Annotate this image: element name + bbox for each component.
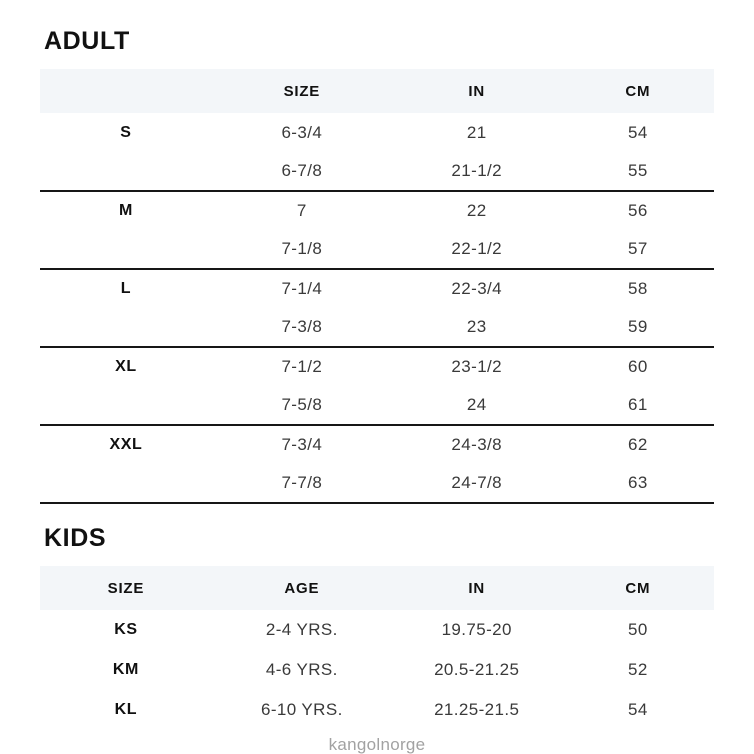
table-row bbox=[40, 308, 714, 347]
value-cell: 7 bbox=[296, 201, 307, 220]
value-cell: 19.75-20 bbox=[441, 620, 512, 639]
column-header-size: SIZE bbox=[40, 566, 212, 610]
table-row bbox=[40, 690, 714, 730]
value-cell: 56 bbox=[627, 201, 648, 220]
table-row bbox=[40, 464, 714, 503]
table-row bbox=[40, 650, 714, 690]
adult-section-title: ADULT bbox=[44, 27, 130, 55]
value-cell: 7-5/8 bbox=[212, 386, 392, 425]
table-row bbox=[40, 230, 714, 269]
value-cell: 60 bbox=[627, 357, 648, 376]
table-row bbox=[40, 152, 714, 191]
value-cell: 6-7/8 bbox=[212, 152, 392, 191]
table-row bbox=[40, 191, 714, 230]
header-row bbox=[40, 69, 714, 113]
value-cell: 24-7/8 bbox=[392, 464, 562, 503]
value-cell: 52 bbox=[627, 660, 648, 679]
value-cell: 6-10 YRS. bbox=[260, 700, 343, 719]
table-row bbox=[40, 610, 714, 650]
value-cell: 22 bbox=[466, 201, 487, 220]
value-cell: 59 bbox=[562, 308, 714, 347]
value-cell: 21 bbox=[466, 122, 487, 142]
table-row bbox=[40, 386, 714, 425]
value-cell: 57 bbox=[562, 230, 714, 269]
column-header-cm: CM bbox=[562, 69, 714, 113]
table-row bbox=[40, 113, 714, 152]
kids-size-label: KM bbox=[112, 661, 139, 678]
value-cell: 21-1/2 bbox=[392, 152, 562, 191]
value-cell: 21.25-21.5 bbox=[434, 700, 520, 719]
column-header-age: AGE bbox=[212, 566, 392, 610]
size-group-label bbox=[40, 152, 212, 191]
value-cell: 63 bbox=[562, 464, 714, 503]
value-cell: 58 bbox=[627, 279, 648, 298]
table-row bbox=[40, 425, 714, 464]
size-chart-page bbox=[0, 27, 754, 754]
column-header-cm: CM bbox=[562, 566, 714, 610]
value-cell: 7-3/4 bbox=[281, 435, 323, 454]
value-cell: 50 bbox=[627, 620, 648, 639]
size-group-label: L bbox=[120, 280, 132, 297]
value-cell: 61 bbox=[562, 386, 714, 425]
adult-table-header bbox=[40, 69, 714, 113]
size-group-label: M bbox=[118, 202, 133, 219]
value-cell: 54 bbox=[627, 122, 648, 142]
column-header-size: SIZE bbox=[212, 69, 392, 113]
column-header-in: IN bbox=[392, 566, 562, 610]
size-group-label bbox=[40, 308, 212, 347]
value-cell: 24-3/8 bbox=[451, 435, 503, 454]
value-cell: 62 bbox=[627, 435, 648, 454]
header-row bbox=[40, 566, 714, 610]
value-cell: 24 bbox=[392, 386, 562, 425]
brand-footer-text: kangolnorge bbox=[328, 735, 426, 754]
table-row bbox=[40, 269, 714, 308]
value-cell: 22-3/4 bbox=[451, 279, 503, 298]
kids-size-label: KS bbox=[114, 621, 138, 638]
size-group-label: XL bbox=[115, 358, 137, 375]
adult-size-table bbox=[40, 69, 714, 504]
value-cell: 7-1/2 bbox=[281, 357, 323, 376]
size-group-label bbox=[40, 464, 212, 503]
kids-table-body bbox=[40, 610, 714, 730]
column-header-in: IN bbox=[392, 69, 562, 113]
kids-table-header bbox=[40, 566, 714, 610]
value-cell: 54 bbox=[627, 700, 648, 719]
value-cell: 7-3/8 bbox=[212, 308, 392, 347]
value-cell: 22-1/2 bbox=[392, 230, 562, 269]
value-cell: 23 bbox=[392, 308, 562, 347]
value-cell: 6-3/4 bbox=[281, 122, 323, 142]
kids-size-table bbox=[40, 566, 714, 730]
adult-table-body bbox=[40, 113, 714, 503]
value-cell: 23-1/2 bbox=[451, 357, 503, 376]
value-cell: 7-7/8 bbox=[212, 464, 392, 503]
value-cell: 55 bbox=[562, 152, 714, 191]
size-group-label: S bbox=[120, 123, 132, 141]
kids-section-title: KIDS bbox=[44, 524, 107, 552]
value-cell: 20.5-21.25 bbox=[434, 660, 520, 679]
size-group-label: XXL bbox=[109, 436, 143, 453]
value-cell: 7-1/8 bbox=[212, 230, 392, 269]
value-cell: 4-6 YRS. bbox=[265, 660, 338, 679]
size-group-label bbox=[40, 230, 212, 269]
kids-size-label: KL bbox=[114, 701, 138, 718]
table-row bbox=[40, 347, 714, 386]
value-cell: 7-1/4 bbox=[281, 279, 323, 298]
column-header-blank bbox=[40, 69, 212, 113]
value-cell: 2-4 YRS. bbox=[265, 620, 338, 639]
size-group-label bbox=[40, 386, 212, 425]
